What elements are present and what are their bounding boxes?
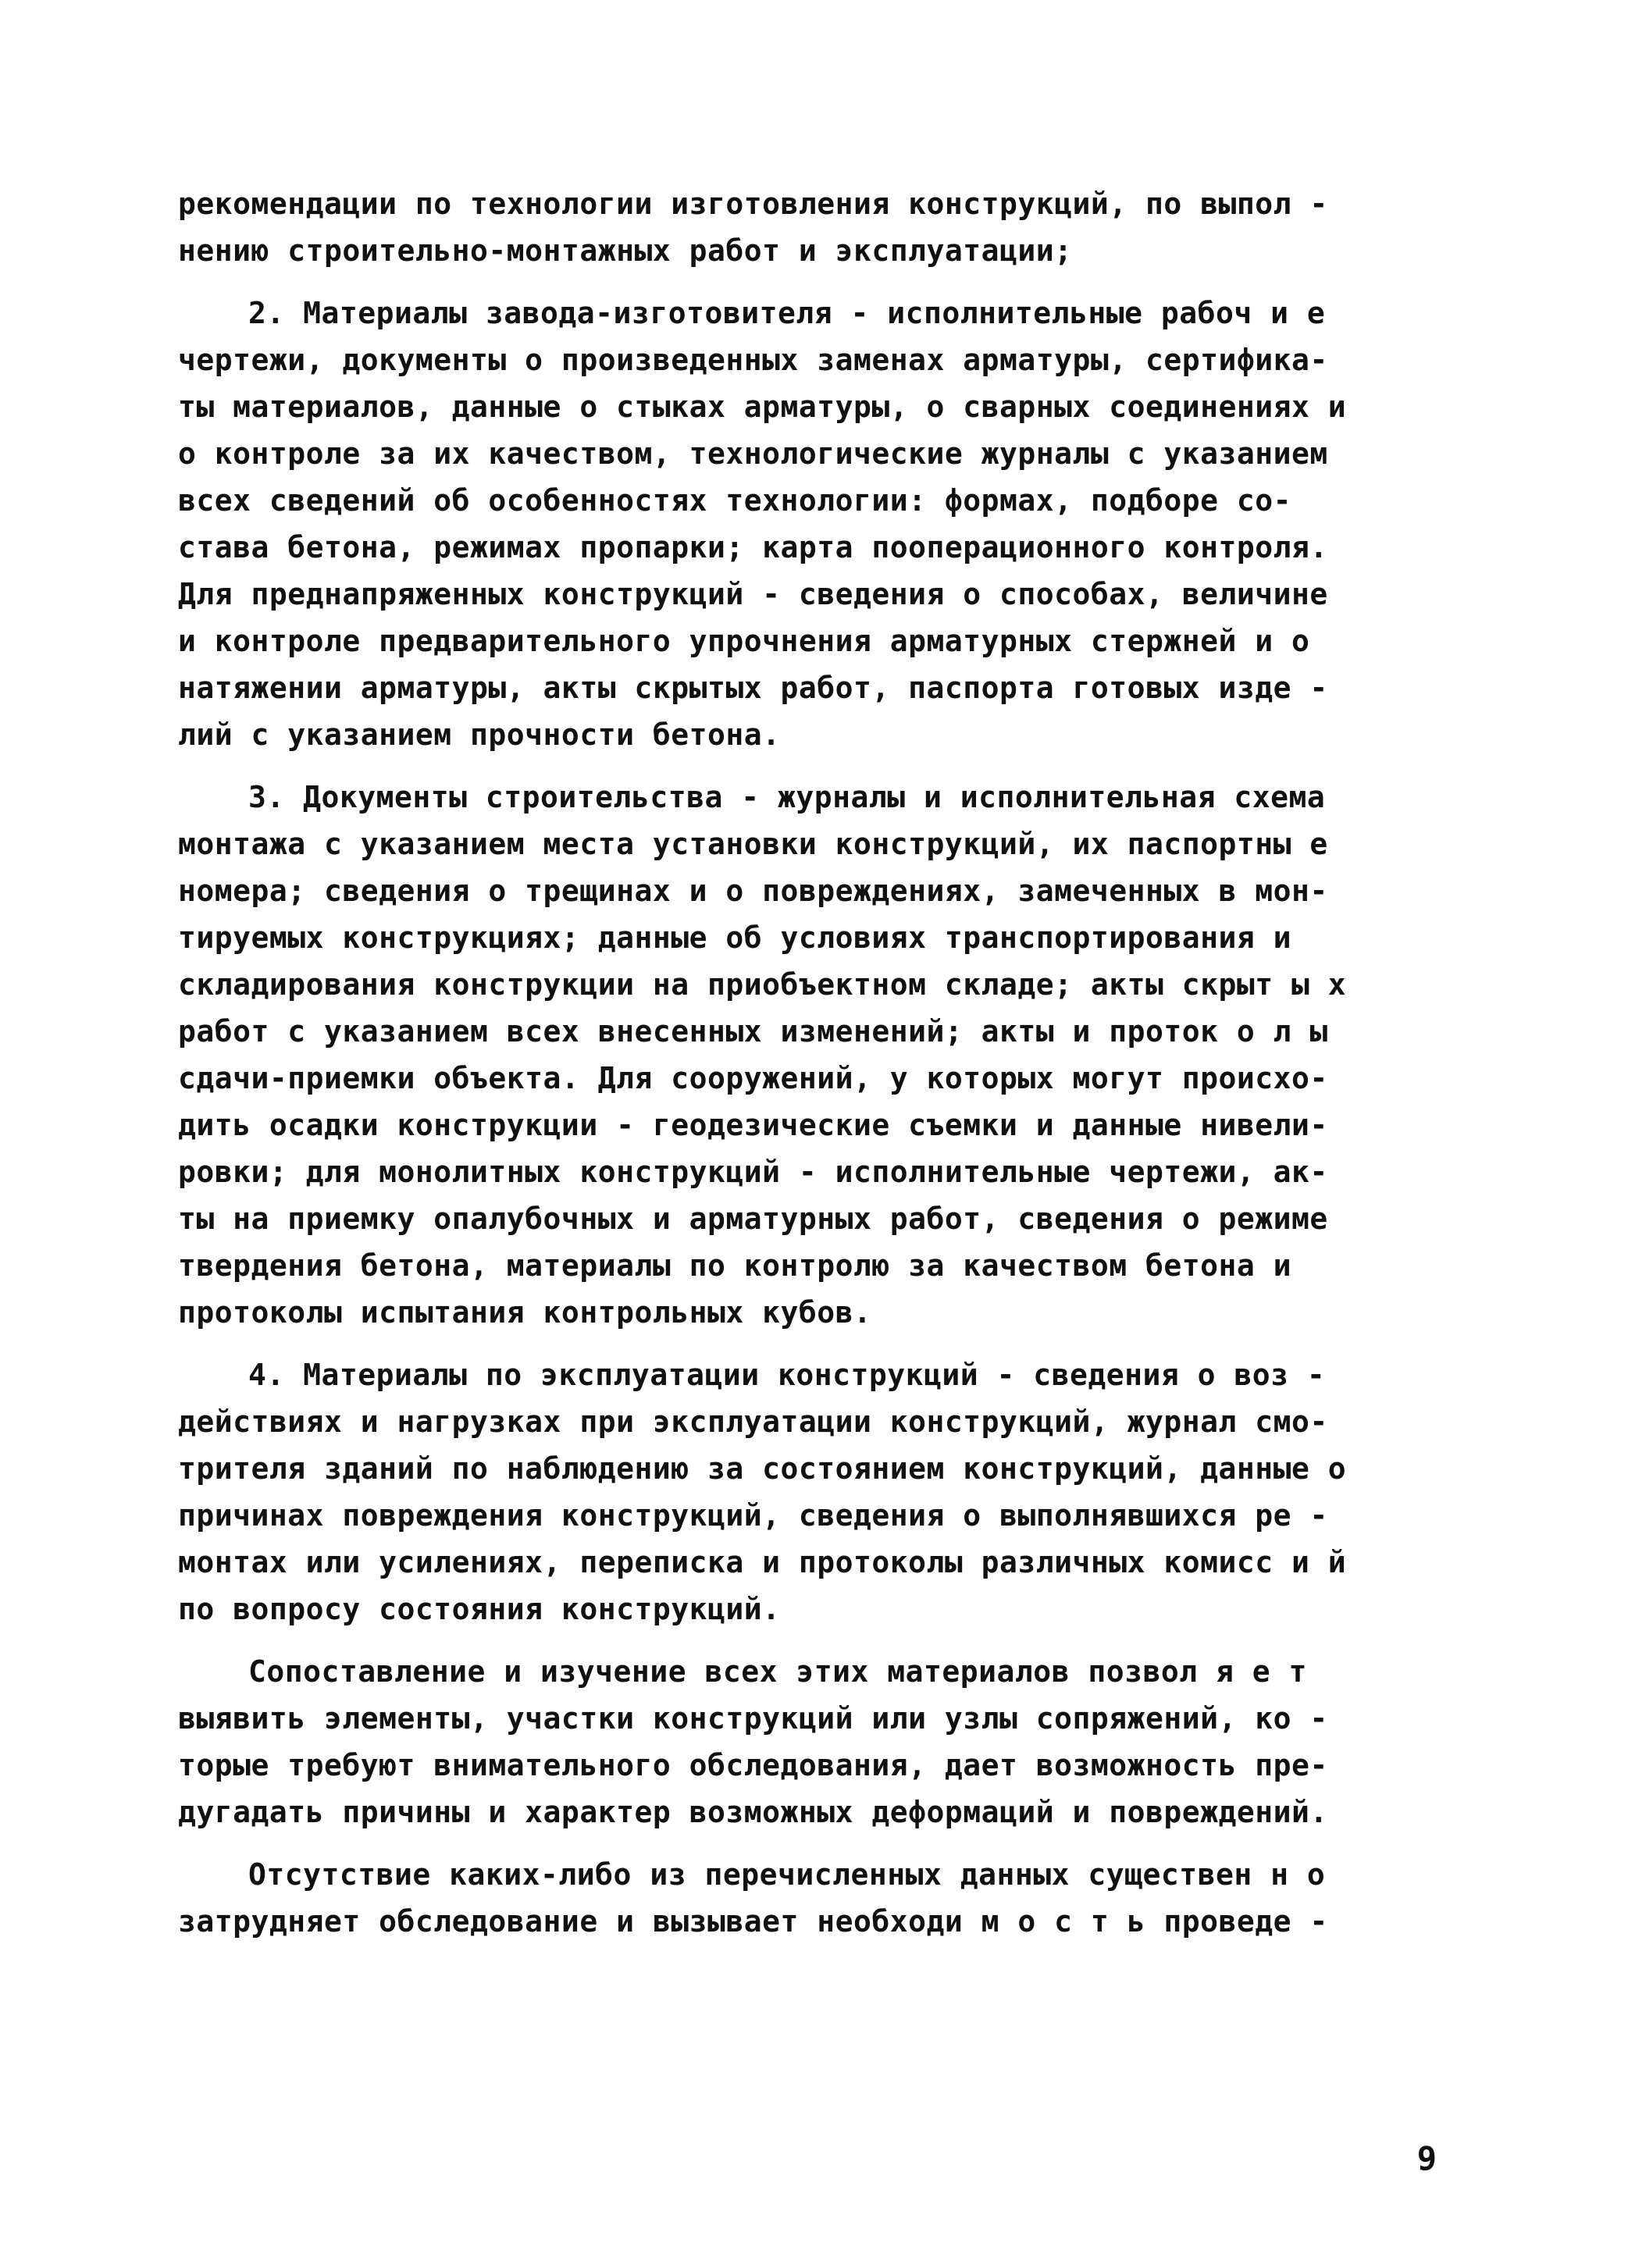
- text-line: нению строительно-монтажных работ и эксплуатации;: [178, 233, 1073, 268]
- text-line: работ с указанием всех внесенных изменений; акты и проток о л ы: [178, 1014, 1328, 1049]
- text-line: рекомендации по технологии изготовления конструкций, по выпол -: [178, 187, 1328, 221]
- page-number: 9: [1416, 2139, 1437, 2177]
- text-line: по вопросу состояния конструкций.: [178, 1592, 781, 1626]
- text-line: всех сведений об особенностях технологии: формах, подборе со-: [178, 483, 1292, 518]
- text-line: 2. Материалы завода-изготовителя - исполнительные рабоч и е: [248, 296, 1326, 330]
- text-line: става бетона, режимах пропарки; карта пооперационного контроля.: [178, 530, 1328, 564]
- text-line: торые требуют внимательного обследования, дает возможность пре-: [178, 1748, 1328, 1782]
- text-line: Сопоставление и изучение всех этих материалов позвол я е т: [248, 1654, 1307, 1689]
- text-line: протоколы испытания контрольных кубов.: [178, 1295, 872, 1330]
- text-line: дугадать причины и характер возможных деформаций и повреждений.: [178, 1795, 1328, 1829]
- text-line: и контроле предварительного упрочнения арматурных стержней и о: [178, 624, 1310, 658]
- text-line: 4. Материалы по эксплуатации конструкций - сведения о воз -: [248, 1358, 1326, 1392]
- text-line: сдачи-приемки объекта. Для сооружений, у которых могут происхо-: [178, 1061, 1328, 1095]
- text-line: ровки; для монолитных конструкций - исполнительные чертежи, ак-: [178, 1155, 1328, 1189]
- text-line: монтах или усилениях, переписка и протоколы различных комисс и й: [178, 1545, 1347, 1579]
- text-line: действиях и нагрузках при эксплуатации конструкций, журнал смо-: [178, 1405, 1328, 1439]
- text-line: натяжении арматуры, акты скрытых работ, паспорта готовых изде -: [178, 671, 1328, 705]
- text-line: складирования конструкции на приобъектном складе; акты скрыт ы х: [178, 967, 1347, 1002]
- text-line: дить осадки конструкции - геодезические съемки и данные нивели-: [178, 1108, 1328, 1142]
- text-line: чертежи, документы о произведенных заменах арматуры, сертифика-: [178, 343, 1328, 377]
- text-line: лий с указанием прочности бетона.: [178, 717, 781, 752]
- text-line: ты материалов, данные о стыках арматуры, о сварных соединениях и: [178, 390, 1347, 424]
- text-line: тируемых конструкциях; данные об условиях транспортирования и: [178, 920, 1292, 955]
- text-line: трителя зданий по наблюдению за состоянием конструкций, данные о: [178, 1451, 1347, 1486]
- text-line: о контроле за их качеством, технологические журналы с указанием: [178, 436, 1328, 471]
- text-line: монтажа с указанием места установки конструкций, их паспортны е: [178, 827, 1328, 861]
- text-line: Отсутствие каких-либо из перечисленных данных существен н о: [248, 1857, 1326, 1892]
- text-line: затрудняет обследование и вызывает необходи м о с т ь проведе -: [178, 1904, 1328, 1939]
- text-line: выявить элементы, участки конструкций или узлы сопряжений, ко -: [178, 1701, 1328, 1736]
- text-line: твердения бетона, материалы по контролю за качеством бетона и: [178, 1248, 1292, 1283]
- text-line: ты на приемку опалубочных и арматурных работ, сведения о режиме: [178, 1202, 1328, 1236]
- text-line: причинах повреждения конструкций, сведения о выполнявшихся ре -: [178, 1498, 1328, 1533]
- text-line: номера; сведения о трещинах и о повреждениях, замеченных в мон-: [178, 874, 1328, 908]
- text-line: 3. Документы строительства - журналы и исполнительная схема: [248, 780, 1326, 814]
- text-line: Для преднапряженных конструкций - сведения о способах, величине: [178, 577, 1328, 611]
